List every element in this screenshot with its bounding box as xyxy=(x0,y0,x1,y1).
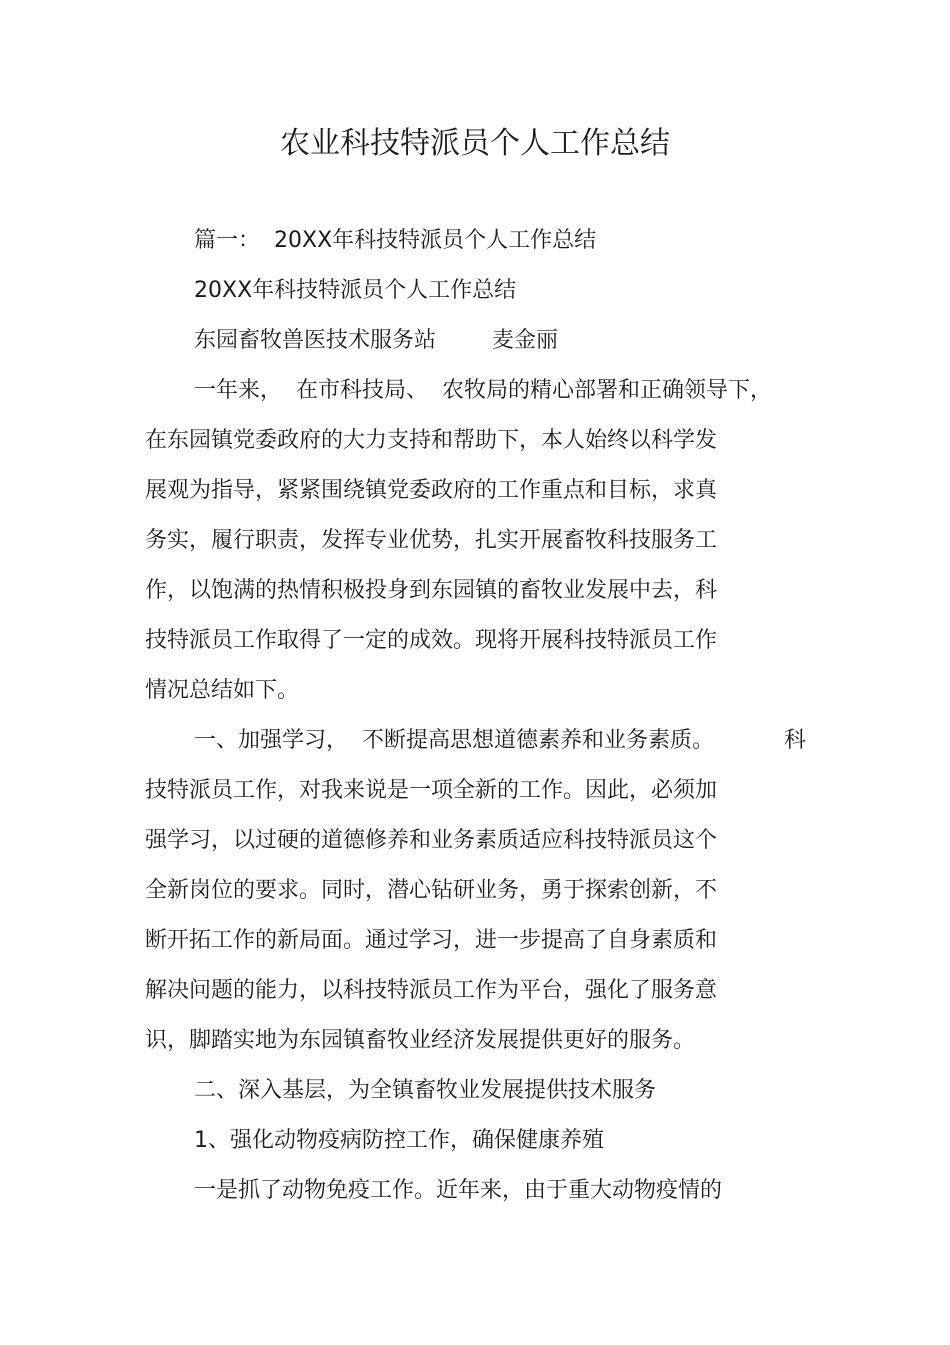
paragraph-line: 解决问题的能力，以科技特派员工作为平台，强化了服务意 xyxy=(145,978,718,1003)
paragraph-line: 作，以饱满的热情积极投身到东园镇的畜牧业发展中去，科 xyxy=(145,578,718,603)
paragraph-line: 情况总结如下。 xyxy=(145,678,300,703)
article-heading xyxy=(194,226,596,256)
paragraph-line: 全新岗位的要求。同时，潜心钻研业务，勇于探索创新，不 xyxy=(145,878,718,903)
paragraph-line: 技特派员工作取得了一定的成效。现将开展科技特派员工作 xyxy=(145,628,718,653)
paragraph-line: 一是抓了动物免疫工作。近年来，由于重大动物疫情的 xyxy=(194,1178,723,1203)
paragraph-line: 断开拓工作的新局面。通过学习，进一步提高了自身素质和 xyxy=(145,928,718,953)
section1-heading-lead: 一、加强学习， xyxy=(194,728,349,753)
paragraph-line: 务实，履行职责，发挥专业优势，扎实开展畜牧科技服务工 xyxy=(145,528,718,553)
section1-heading-rest: 不断提高思想道德素养和业务素质。 xyxy=(362,728,715,753)
paragraph1-first-line xyxy=(194,376,772,406)
paragraph-fragment: 一年来， xyxy=(194,378,283,403)
subtitle: 20XX年科技特派员个人工作总结 xyxy=(194,278,517,303)
page-title: 农业科技特派员个人工作总结 xyxy=(280,126,670,161)
section1-trailing-char: 科 xyxy=(784,728,807,753)
paragraph-line: 在东园镇党委政府的大力支持和帮助下，本人始终以科学发 xyxy=(145,428,718,453)
byline-organization: 东园畜牧兽医技术服务站 xyxy=(194,328,437,353)
paragraph-line: 强学习，以过硬的道德修养和业务素质适应科技特派员这个 xyxy=(145,828,718,853)
paragraph-fragment: 在市科技局、 xyxy=(296,378,429,403)
paragraph-line: 识，脚踏实地为东园镇畜牧业经济发展提供更好的服务。 xyxy=(145,1028,696,1053)
article-heading-prefix: 篇一： xyxy=(194,228,261,253)
article-heading-text: 20XX年科技特派员个人工作总结 xyxy=(274,228,597,253)
byline-author: 麦金丽 xyxy=(492,328,559,353)
byline xyxy=(194,326,558,356)
section2-heading: 二、深入基层，为全镇畜牧业发展提供技术服务 xyxy=(194,1078,657,1103)
paragraph-fragment: 农牧局的精心部署和正确领导下， xyxy=(442,378,773,403)
paragraph-line: 技特派员工作，对我来说是一项全新的工作。因此，必须加 xyxy=(145,778,718,803)
paragraph-line: 展观为指导，紧紧围绕镇党委政府的工作重点和目标，求真 xyxy=(145,478,718,503)
section1-heading xyxy=(194,726,806,756)
section2-subheading: 1、强化动物疫病防控工作，确保健康养殖 xyxy=(194,1128,604,1153)
